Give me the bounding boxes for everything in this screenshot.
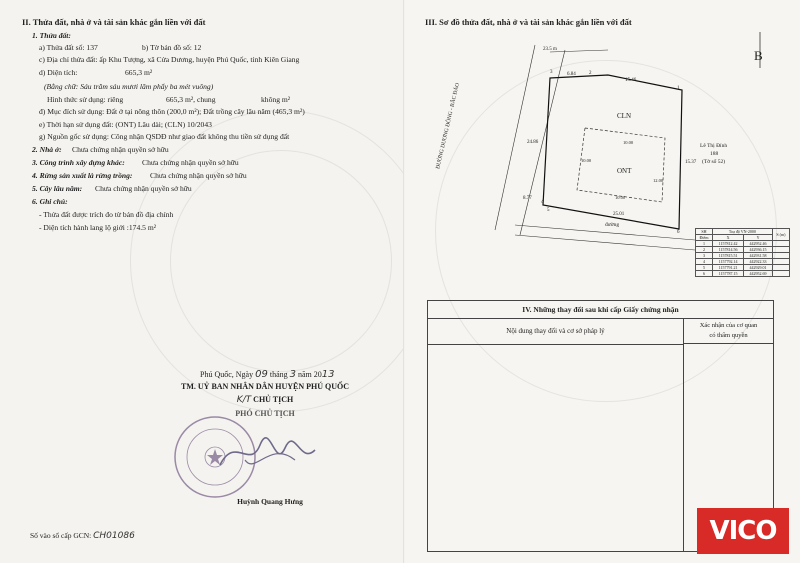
dim-3-4: 6.84: [567, 72, 576, 77]
main-road-text: ĐƯỜNG DƯƠNG ĐÔNG - BẮC ĐẢO: [435, 82, 461, 170]
use-form-private: Hình thức sử dụng: riêng: [47, 95, 124, 104]
signature-scribble: [215, 430, 325, 480]
zone-ont: ONT: [617, 167, 632, 175]
issuer-role-title: CHỦ TỊCH: [253, 395, 294, 404]
dim-inner-bottom: 10.00: [615, 195, 626, 200]
gcn-register: [30, 531, 135, 541]
forest-heading: 4. Rừng sản xuất là rừng trồng:: [32, 171, 133, 180]
signer-name: Huỳnh Quang Hưng: [237, 497, 303, 506]
coord-h-x: X: [712, 235, 743, 241]
changes-divider: [683, 344, 684, 551]
gcn-value: CH01086: [93, 531, 135, 541]
area-value: 665,3 m²: [125, 68, 153, 77]
dim-2-1: 15.46: [625, 78, 637, 83]
dim-top: 23.5 m: [543, 47, 557, 52]
dim-inner-left: 10.00: [581, 158, 592, 163]
notes-heading: 6. Ghi chú:: [32, 197, 68, 206]
vice-role: PHÓ CHỦ TỊCH: [235, 409, 295, 418]
area-in-words: (Bằng chữ: Sáu trăm sáu mươi lăm phẩy ba mét vuông): [44, 82, 214, 91]
date-month: 3: [289, 369, 296, 380]
neighbor-name: Lê Thị Đính: [700, 143, 728, 149]
trees-heading: 5. Cây lâu năm:: [32, 184, 83, 193]
watermark-circle-inner: [170, 150, 392, 372]
date-prefix: Phú Quốc, Ngày: [200, 370, 254, 379]
dim-bottom: 25.01: [613, 212, 625, 217]
neighbor-sheet: (Tờ số 52): [702, 159, 726, 165]
use-form-shared: 665,3 m², chung: [166, 95, 216, 104]
coordinate-table: [695, 228, 790, 277]
note-1: - Thửa đất được trích đo từ bản đồ địa chính: [39, 210, 174, 219]
coord-h-diem: Điểm: [696, 235, 713, 241]
right-page: [405, 0, 800, 563]
coord-h-y: Y: [744, 235, 773, 241]
works-value: Chưa chứng nhận quyền sở hữu: [142, 158, 239, 167]
section-3-title: III. Sơ đồ thửa đất, nhà ở và tài sản khác gắn liền với đất: [425, 17, 632, 27]
land-heading: 1. Thửa đất:: [32, 31, 71, 40]
changes-col-confirm-line2: có thẩm quyền: [709, 332, 748, 339]
land-origin: g) Nguồn gốc sử dụng: Công nhận QSDĐ như giao đất không thu tiền sử dụng đất: [39, 132, 290, 141]
date-day: 09: [255, 369, 268, 380]
issue-date: [200, 369, 335, 380]
coord-h-sh: SH: [696, 229, 713, 235]
issuer-name: TM. UỶ BAN NHÂN DÂN HUYỆN PHÚ QUỐC: [181, 382, 349, 391]
date-month-label: tháng: [269, 370, 288, 379]
table-row: 3 1157815.51 442931.58: [696, 253, 790, 259]
point-2: 2: [589, 71, 592, 76]
point-5: 5: [547, 208, 550, 213]
parcel-number: a) Thửa đất số: 137: [39, 43, 98, 52]
date-year-label: năm 20: [298, 370, 322, 379]
changes-col-confirm: [684, 318, 773, 344]
dim-left: 24.86: [527, 140, 539, 145]
works-heading: 3. Công trình xây dựng khác:: [32, 158, 125, 167]
parcel-address: c) Địa chỉ thửa đất: ấp Khu Tượng, xã Cửa Dương, huyện Phú Quốc, tỉnh Kiên Giang: [39, 55, 300, 64]
coord-h-s: S (m): [772, 229, 789, 241]
small-road-label: đường: [605, 222, 620, 228]
table-row: 6 1157787.15 442952.69: [696, 271, 790, 277]
table-row: 1 1157812.42 442952.46: [696, 241, 790, 247]
point-6: 6: [677, 230, 680, 235]
use-form-none: không m²: [261, 95, 291, 104]
issuer-role-prefix: K/T: [236, 395, 252, 405]
area-label: d) Diện tích:: [39, 68, 78, 77]
trees-value: Chưa chứng nhận quyền sở hữu: [95, 184, 192, 193]
dim-bottom-left: 8.77: [523, 196, 532, 201]
coord-h-sys: Toạ độ VN-2000: [712, 229, 772, 235]
point-3: 3: [550, 70, 553, 75]
dim-inner-top: 10.00: [623, 140, 634, 145]
table-row: 5 1157791.21 442929.01: [696, 265, 790, 271]
changes-title: IV. Những thay đổi sau khi cấp Giấy chứng nhận: [428, 301, 773, 319]
changes-col-confirm-line1: Xác nhận của cơ quan: [699, 322, 758, 329]
house-value: Chưa chứng nhận quyền sở hữu: [72, 145, 169, 154]
note-2: - Diện tích hành lang lộ giới :174.5 m²: [39, 223, 157, 232]
section-2-title: II. Thửa đất, nhà ở và tài sản khác gắn liền với đất: [22, 17, 206, 27]
land-term: e) Thời hạn sử dụng đất: (ONT) Lâu dài; (CLN) 10/2043: [39, 120, 212, 129]
forest-value: Chưa chứng nhận quyền sở hữu: [150, 171, 247, 180]
house-heading: 2. Nhà ở:: [32, 145, 62, 154]
issuer-role: [200, 395, 330, 405]
dim-right: 15.37: [685, 160, 697, 165]
changes-col-content: Nội dung thay đổi và cơ sở pháp lý: [428, 318, 684, 345]
dim-inner-right: 12.00: [653, 178, 664, 183]
point-4: 4: [541, 200, 544, 205]
date-year-end: 13: [321, 369, 335, 380]
table-row: 2 1157814.56 442936.15: [696, 247, 790, 253]
neighbor-parcel: 188: [710, 151, 719, 157]
land-purpose: đ) Mục đích sử dụng: Đất ở tại nông thôn (200,0 m²); Đất trồng cây lâu năm (465,3 m²): [39, 107, 305, 116]
sheet-number: b) Tờ bản đồ số: 12: [142, 43, 202, 52]
gcn-label: Số vào sổ cấp GCN:: [30, 531, 92, 540]
north-label: B: [754, 48, 763, 63]
point-1: 1: [677, 86, 680, 91]
table-row: 4 1157792.14 442922.33: [696, 259, 790, 265]
zone-cln: CLN: [617, 112, 631, 120]
vico-logo: VICO: [697, 508, 789, 554]
